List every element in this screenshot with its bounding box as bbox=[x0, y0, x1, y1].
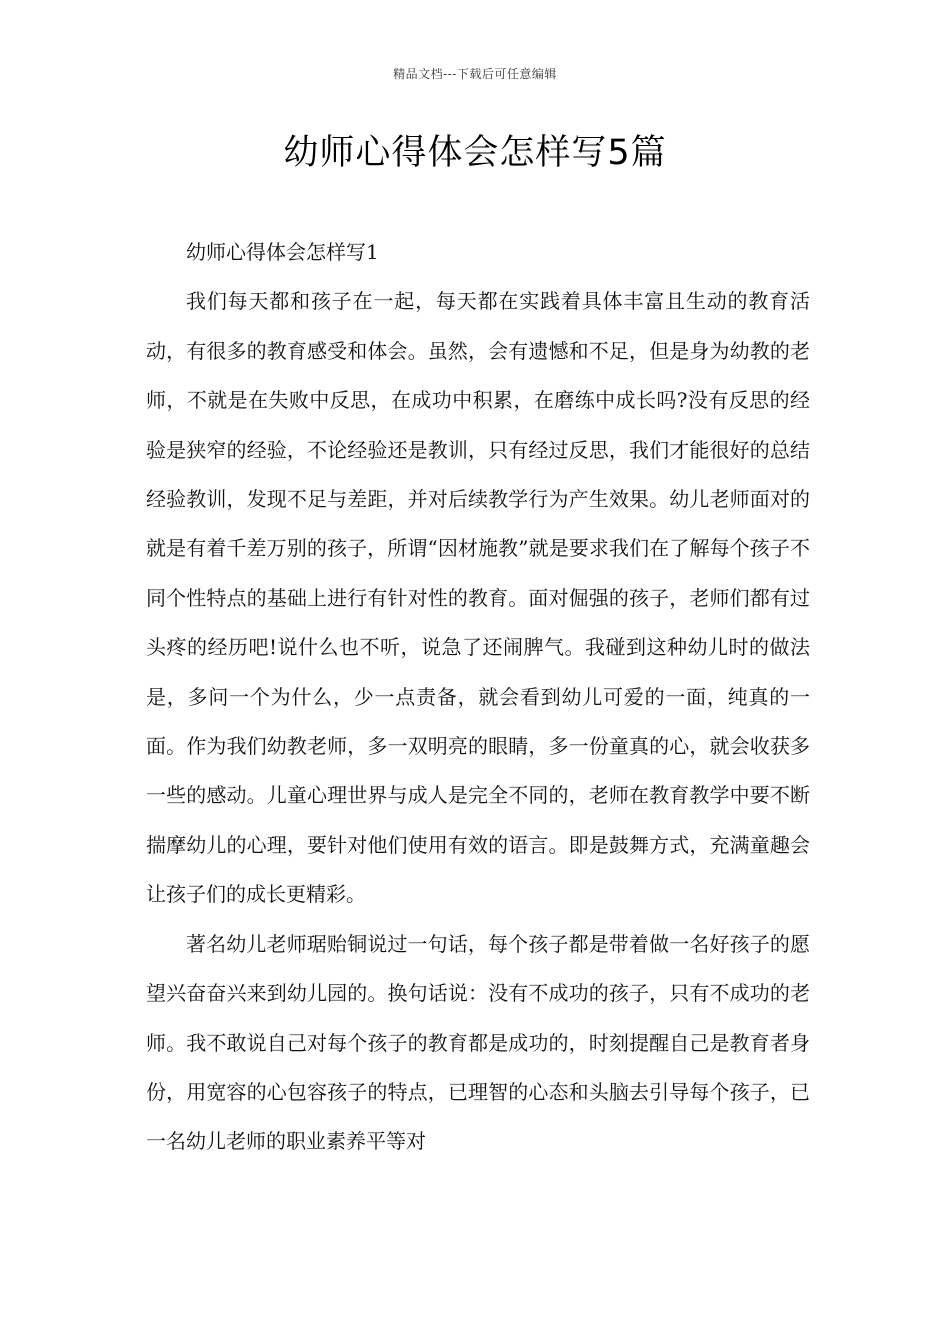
section-heading: 幼师心得体会怎样写1 bbox=[186, 240, 379, 264]
body-paragraph: 我们每天都和孩子在一起，每天都在实践着具体丰富且生动的教育活动，有很多的教育感受和体会。虽然，会有遗憾和不足，但是身为幼教的老师，不就是在失败中反思，在成功中积累，在磨练中成长吗?没有反思的经验是狭窄的经验，不论经验还是教训，只有经过反思，我们才能很好的总结经验教训，发现不足与差距，并对后续教学行为产生效果。幼儿老师面对的就是有着千差万别的孩子，所谓“因材施教”就是要求我们在了解每个孩子不同个性特点的基础上进行有针对性的教育。面对倔强的孩子，老师们都有过头疼的经历吧!说什么也不听，说急了还闹脾气。我碰到这种幼儿时的做法是，多问一个为什么，少一点责备，就会看到幼儿可爱的一面，纯真的一面。作为我们幼教老师，多一双明亮的眼睛，多一份童真的心，就会收获多一些的感动。儿童心理世界与成人是完全不同的，老师在教育教学中要不断揣摩幼儿的心理，要针对他们使用有效的语言。即是鼓舞方式，充满童趣会让孩子们的成长更精彩。 bbox=[146, 289, 810, 907]
document-title: 幼师心得体会怎样写5篇 bbox=[283, 133, 667, 173]
body-paragraph: 著名幼儿老师琚贻铜说过一句话，每个孩子都是带着做一名好孩子的愿望兴奋奋兴来到幼儿园的。换句话说：没有不成功的孩子，只有不成功的老师。我不敢说自己对每个孩子的教育都是成功的，时刻提醒自己是教育者身份，用宽容的心包容孩子的特点，已理智的心态和头脑去引导每个孩子，已一名幼儿老师的职业素养平等对 bbox=[146, 931, 810, 1154]
document-body bbox=[146, 228, 810, 1167]
header-note: 精品文档---下载后可任意编辑 bbox=[393, 67, 557, 81]
